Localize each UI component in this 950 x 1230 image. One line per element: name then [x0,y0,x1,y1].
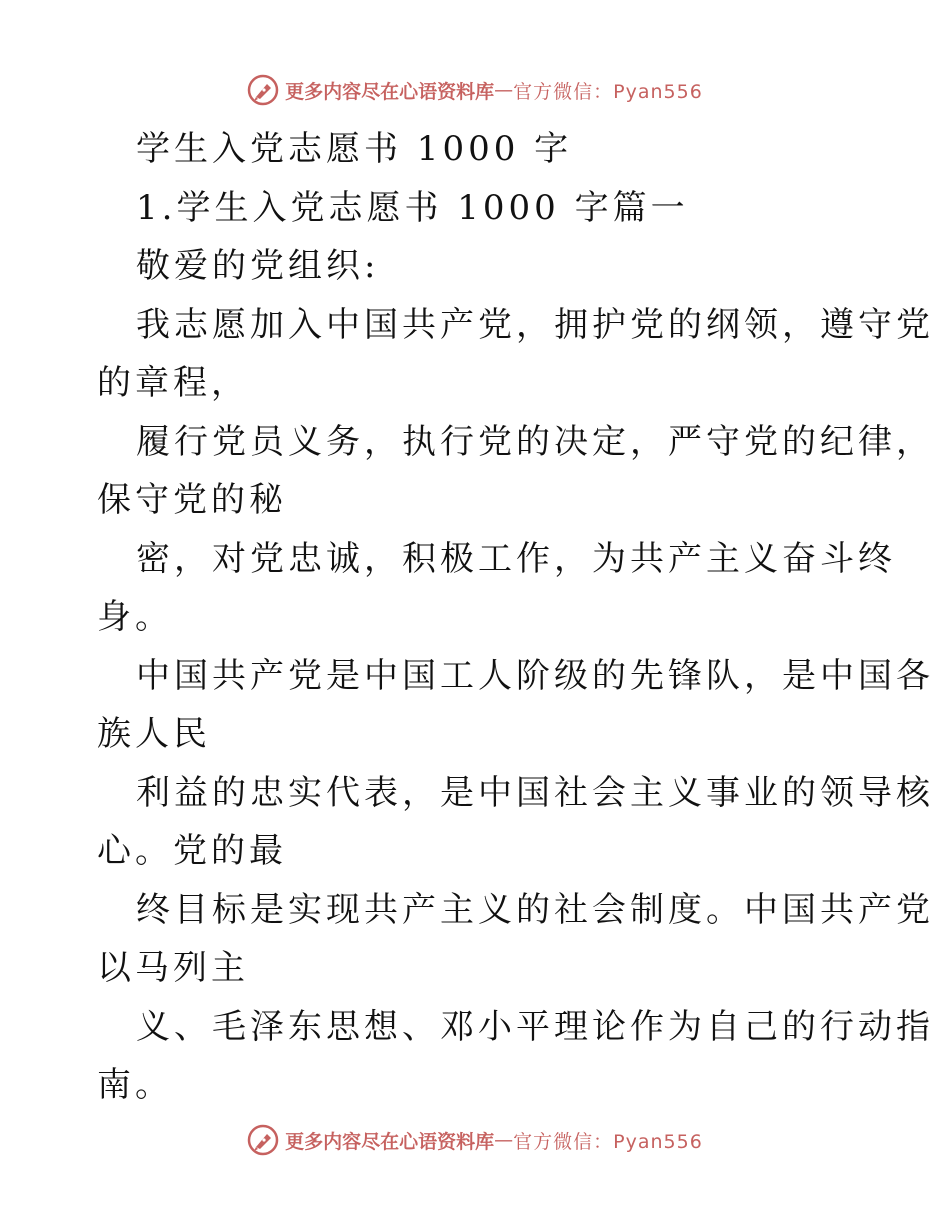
banner-wechat: 官方微信：Pyan556 [513,1130,703,1153]
text-line: 履行党员义务，执行党的决定，严守党的纪律， [136,421,934,462]
text-line: 终目标是实现共产主义的社会制度。中国共产党 [136,889,934,930]
text-line: 以马列主 [97,948,249,988]
pen-nib-logo-icon [247,1124,279,1156]
footer-watermark-banner [0,1120,950,1160]
text-line: 中国共产党是中国工人阶级的先锋队，是中国各 [136,655,934,696]
section-heading: 1.学生入党志愿书 1000 字篇一 [136,187,689,228]
banner-dash: — [494,79,514,101]
pen-nib-logo-icon [247,74,279,106]
text-line: 利益的忠实代表，是中国社会主义事业的领导核 [136,772,934,813]
banner-wechat: 官方微信：Pyan556 [513,80,703,103]
salutation: 敬爱的党组织: [136,246,380,286]
text-line: 南。 [97,1065,173,1105]
document-body [97,120,934,1115]
document-title: 学生入党志愿书 1000 字 [136,129,573,169]
text-line: 心。党的最 [97,831,287,871]
text-line: 我志愿加入中国共产党，拥护党的纲领，遵守党 [136,304,934,345]
banner-slogan: 更多内容尽在心语资料库 [285,80,495,103]
text-line: 义、毛泽东思想、邓小平理论作为自己的行动指 [136,1006,934,1047]
banner-slogan: 更多内容尽在心语资料库 [285,1130,495,1153]
text-line: 族人民 [97,714,211,754]
text-line: 保守党的秘 [97,480,287,520]
text-line: 的章程， [97,363,249,403]
text-line: 密，对党忠诚，积极工作，为共产主义奋斗终 [136,538,896,579]
banner-dash: — [494,1129,514,1151]
text-line: 身。 [97,597,173,637]
header-watermark-banner [0,70,950,110]
